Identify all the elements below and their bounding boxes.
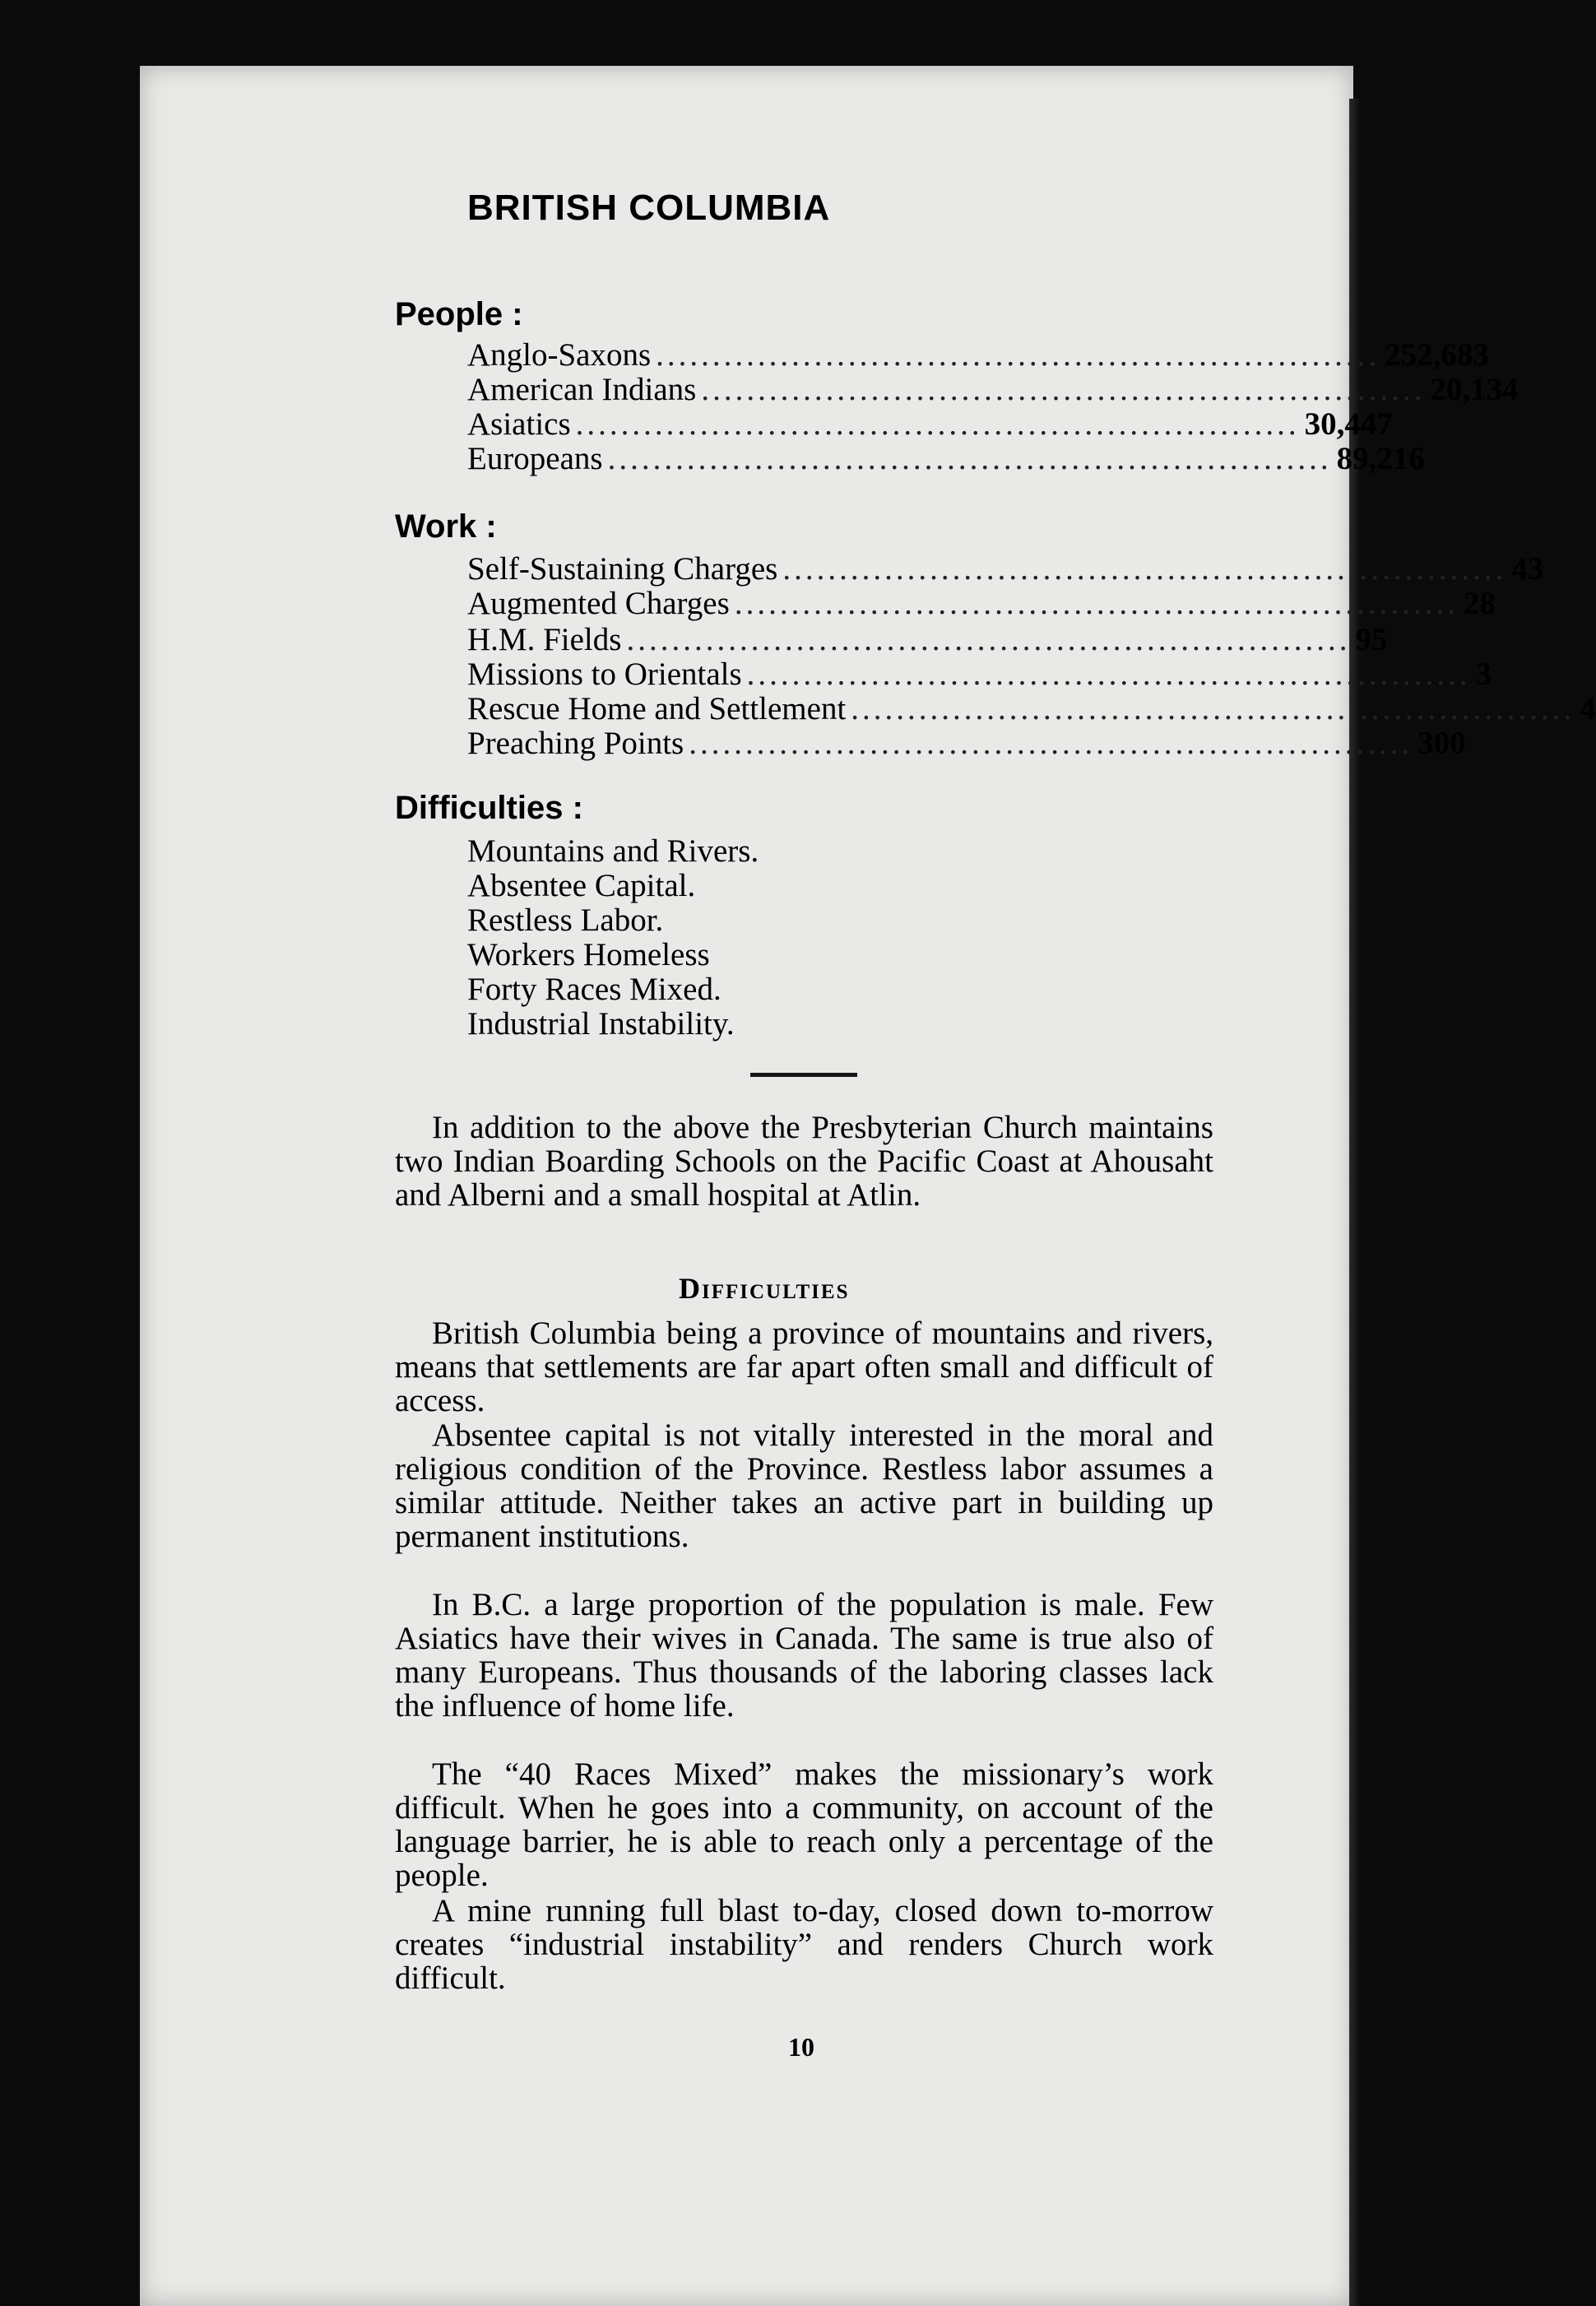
people-row xyxy=(467,406,1393,443)
row-value: 28 xyxy=(1463,586,1496,621)
leader-dots: ................................................................ xyxy=(607,441,1332,476)
work-heading: Work : xyxy=(395,508,497,545)
row-label: Augmented Charges xyxy=(467,586,730,621)
leader-dots: ................................................................ xyxy=(689,726,1413,761)
row-label: American Indians xyxy=(467,372,697,407)
leader-dots: ................................................................ xyxy=(746,657,1471,692)
row-value: 3 xyxy=(1475,657,1492,692)
row-value: 95 xyxy=(1355,622,1388,657)
work-row xyxy=(467,691,1596,727)
document-title: BRITISH COLUMBIA xyxy=(467,188,831,228)
row-label: Self-Sustaining Charges xyxy=(467,551,778,587)
row-label: Preaching Points xyxy=(467,726,684,761)
leader-dots: ................................................................ xyxy=(575,406,1300,442)
work-row xyxy=(467,726,1466,762)
work-row xyxy=(467,551,1544,587)
body-paragraph: In B.C. a large proportion of the population is male. Few Asiatics have their wives in Canada. The same is true also of many Europeans. Thus thousands of the laboring classes lack the influence of home life. xyxy=(395,1587,1213,1724)
work-row xyxy=(467,586,1496,622)
row-label: Asiatics xyxy=(467,406,571,442)
difficulty-item: Workers Homeless xyxy=(467,937,710,972)
people-row xyxy=(467,441,1425,477)
row-value: 252,683 xyxy=(1385,337,1489,373)
leader-dots: ................................................................ xyxy=(701,372,1426,407)
row-value: 30,447 xyxy=(1304,406,1393,442)
difficulty-item: Industrial Instability. xyxy=(467,1006,735,1042)
row-value: 4 xyxy=(1580,691,1596,726)
row-value: 300 xyxy=(1417,726,1466,761)
intro-paragraph: In addition to the above the Presbyterian Church maintains two Indian Boarding Schools on the Pacific Coast at Ahousaht and Alberni and a small hospital at Atlin. xyxy=(395,1110,1213,1213)
difficulty-item: Forty Races Mixed. xyxy=(467,972,721,1007)
body-paragraph: The “40 Races Mixed” makes the missionary’s work difficult. When he goes into a community, on account of the language barrier, he is able to reach only a percentage of the people. xyxy=(395,1756,1213,1893)
leader-dots: ................................................................ xyxy=(626,622,1351,657)
row-value: 43 xyxy=(1511,551,1544,587)
leader-dots: ................................................................ xyxy=(851,691,1575,726)
row-label: Anglo-Saxons xyxy=(467,337,652,373)
people-heading: People : xyxy=(395,296,523,332)
row-label: Missions to Orientals xyxy=(467,657,742,692)
difficulty-item: Restless Labor. xyxy=(467,902,664,938)
leader-dots: ................................................................ xyxy=(782,551,1507,587)
difficulties-heading: Difficulties : xyxy=(395,790,583,826)
section-divider xyxy=(750,1073,857,1077)
row-value: 20,134 xyxy=(1430,372,1519,407)
people-row xyxy=(467,372,1519,408)
work-row xyxy=(467,622,1388,658)
body-paragraph: Absentee capital is not vitally interested in the moral and religious condition of the Province. Restless labor assumes a similar attitude. Neither takes an active part in building up permanent institutions. xyxy=(395,1417,1213,1554)
body-paragraph: A mine running full blast to-day, closed down to-morrow creates “industrial instability” and renders Church work difficult. xyxy=(395,1893,1213,1996)
row-label: H.M. Fields xyxy=(467,622,622,657)
body-paragraph: British Columbia being a province of mountains and rivers, means that settlements are far apart often small and difficult of access. xyxy=(395,1315,1213,1418)
difficulty-item: Mountains and Rivers. xyxy=(467,833,759,869)
leader-dots: ................................................................ xyxy=(734,586,1459,621)
row-value: 89,216 xyxy=(1336,441,1425,476)
leader-dots: ................................................................ xyxy=(656,337,1380,373)
row-label: Rescue Home and Settlement xyxy=(467,691,847,726)
row-label: Europeans xyxy=(467,441,603,476)
page-number: 10 xyxy=(788,2032,814,2062)
difficulty-item: Absentee Capital. xyxy=(467,868,696,903)
work-row xyxy=(467,657,1492,693)
section-heading: Difficulties xyxy=(679,1272,850,1305)
people-row xyxy=(467,337,1489,374)
